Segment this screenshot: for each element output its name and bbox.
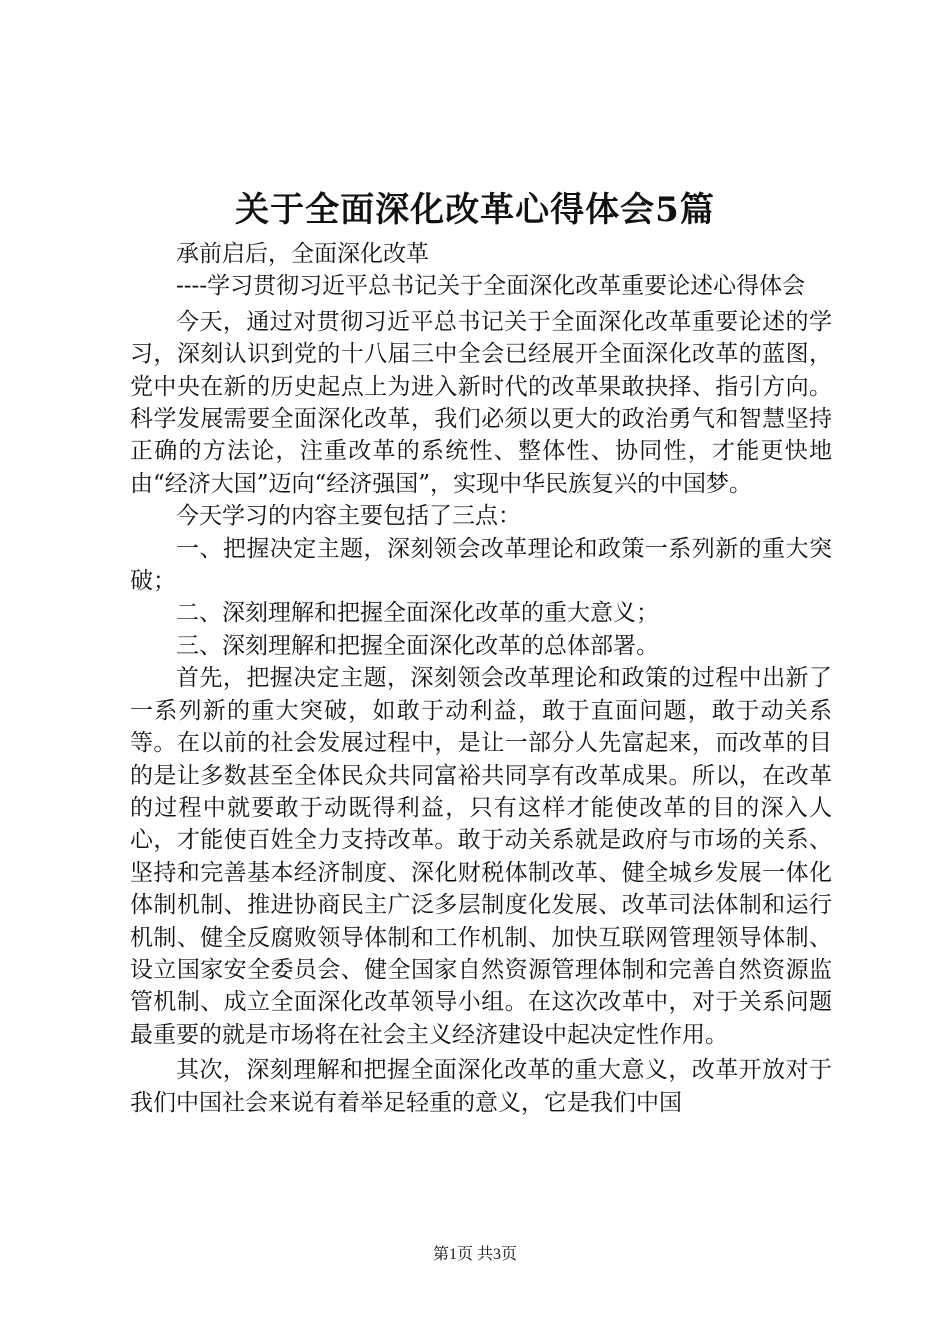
paragraph-subtitle: 承前启后，全面深化改革 bbox=[176, 241, 429, 267]
paragraph-outline-lead: 今天学习的内容主要包括了三点： bbox=[176, 503, 521, 530]
paragraph-second-section: 其次，深刻理解和把握全面深化改革的重大意义，改革开放对于我们中国社会来说有着举足轻重的意义，它是我们中国 bbox=[130, 1057, 832, 1116]
document-body bbox=[130, 238, 832, 1119]
paragraph-first-section: 首先，把握决定主题，深刻领会改革理论和政策的过程中出新了一系列新的重大突破，如敢于动利益，敢于直面问题，敢于动关系等。在以前的社会发展过程中，是让一部分人先富起来，而改革的目的是让多数甚至全体民众共同富裕共同享有改革成果。所以，在改革的过程中就要敢于动既得利益，只有这样才能使改革的目的深入人心，才能使百姓全力支持改革。敢于动关系就是政府与市场的关系、坚持和完善基本经济制度、深化财税体制改革、健全城乡发展一体化体制机制、推进协商民主广泛多层制度化发展、改革司法体制和运行机制、健全反腐败领导体制和工作机制、加快互联网管理领导体制、设立国家安全委员会、健全国家自然资源管理体制和完善自然资源监管机制、成立全面深化改革领导小组。在这次改革中，对于关系问题最重要的就是市场将在社会主义经济建设中起决定性作用。 bbox=[130, 665, 832, 1048]
page-footer: 第1页 共3页 bbox=[432, 1246, 517, 1263]
document-title: 关于全面深化改革心得体会5篇 bbox=[235, 190, 715, 230]
paragraph-outline-point-2: 二、深刻理解和把握全面深化改革的重大意义； bbox=[176, 600, 659, 627]
paragraph-outline-point-1: 一、把握决定主题，深刻领会改革理论和政策一系列新的重大突破； bbox=[130, 535, 832, 595]
paragraph-outline-point-3: 三、深刻理解和把握全面深化改革的总体部署。 bbox=[176, 632, 659, 659]
paragraph-intro: 今天，通过对贯彻习近平总书记关于全面深化改革重要论述的学习，深刻认识到党的十八届三中全会已经展开全面深化改革的蓝图，党中央在新的历史起点上为进入新时代的改革果敢抉择、指引方向。科学发展需要全面深化改革，我们必须以更大的政治勇气和智慧坚持正确的方法论，注重改革的系统性、整体性、协同性，才能更快地由“经济大国”迈向“经济强国”，实现中华民族复兴的中国梦。 bbox=[130, 308, 832, 497]
paragraph-subheading: ----学习贯彻习近平总书记关于全面深化改革重要论述心得体会 bbox=[176, 273, 806, 300]
